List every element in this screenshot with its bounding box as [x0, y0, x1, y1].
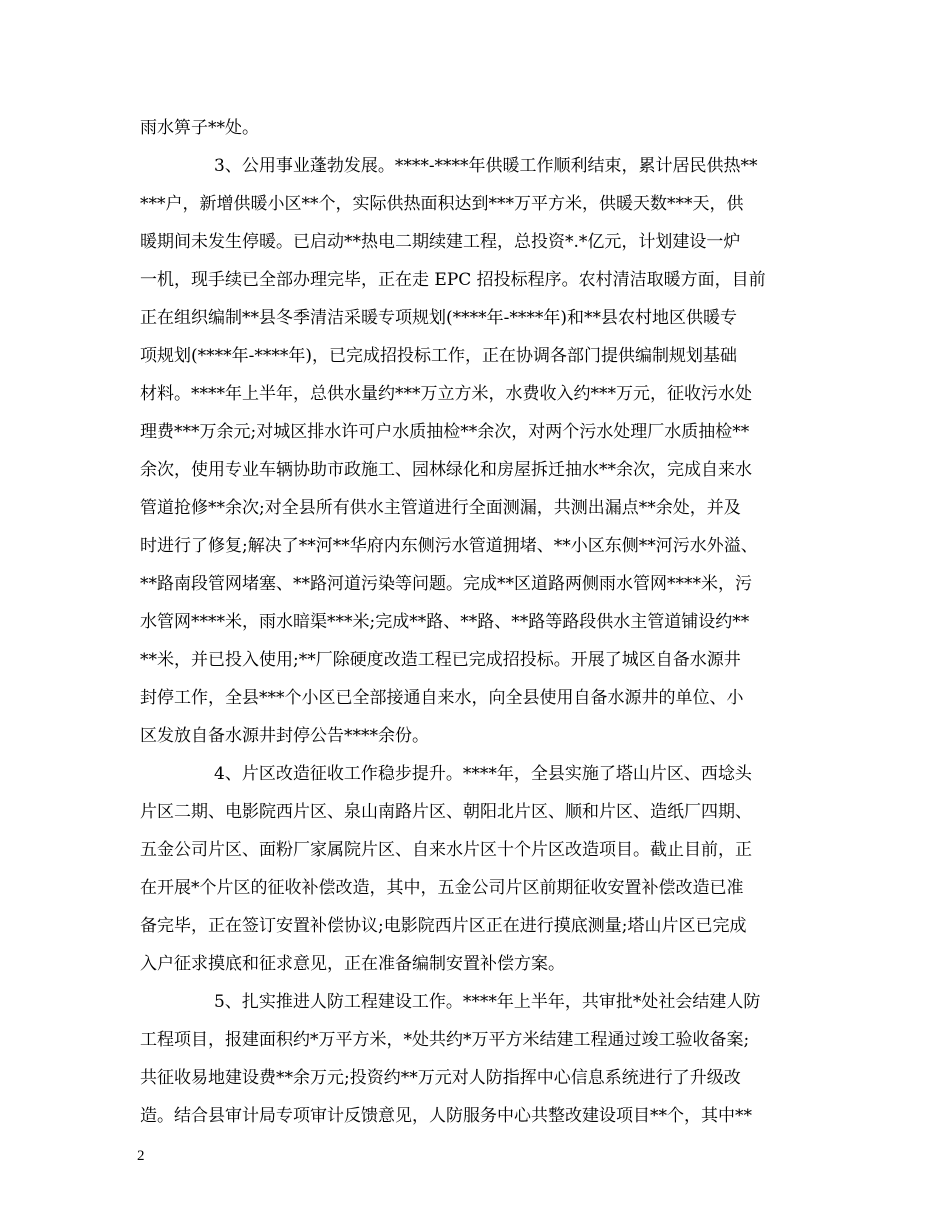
- text-line: 时进行了修复;解决了**河**华府内东侧污水管道拥堵、**小区东侧**河污水外溢、: [140, 536, 758, 556]
- text-line: 备完毕，正在签订安置补偿协议;电影院西片区正在进行摸底测量;塔山片区已完成: [140, 916, 747, 936]
- text-line: ***户，新增供暖小区**个，实际供热面积达到***万平方米，供暖天数***天，供: [140, 194, 744, 214]
- text-line: 余次，使用专业车辆协助市政施工、园林绿化和房屋拆迁抽水**余次，完成自来水: [140, 460, 752, 480]
- text-line: 水管网****米，雨水暗渠***米;完成**路、**路、**路等路段供水主管道铺设约**: [140, 612, 750, 632]
- text-line: 五金公司片区、面粉厂家属院片区、自来水片区十个片区改造项目。截止目前，正: [140, 840, 752, 860]
- text-line: 理费***万余元;对城区排水许可户水质抽检**余次，对两个污水处理厂水质抽检**: [140, 422, 750, 442]
- text-line: 造。结合县审计局专项审计反馈意见，人防服务中心共整改建设项目**个，其中**: [140, 1106, 752, 1126]
- paragraph-heading-line: 4、片区改造征收工作稳步提升。****年，全县实施了塔山片区、西埝头: [214, 764, 752, 784]
- text-line: 项规划(****年-****年)，已完成招投标工作，正在协调各部门提供编制规划基础: [140, 346, 738, 366]
- text-line: **米，并已投入使用;**厂除硬度改造工程已完成招投标。开展了城区自备水源井: [140, 650, 741, 670]
- text-line: 暖期间未发生停暖。已启动**热电二期续建工程，总投资*.*亿元，计划建设一炉: [140, 232, 741, 252]
- text-line: 雨水箅子**处。: [140, 118, 259, 138]
- text-line: 区发放自备水源井封停公告****余份。: [140, 726, 429, 746]
- text-line: 在开展*个片区的征收补偿改造，其中，五金公司片区前期征收安置补偿改造已准: [140, 878, 744, 898]
- text-line: 正在组织编制**县冬季清洁采暖专项规划(****年-****年)和**县农村地区供暖专: [140, 308, 738, 328]
- text-line: 入户征求摸底和征求意见，正在准备编制安置补偿方案。: [140, 954, 565, 974]
- text-line: 材料。****年上半年，总供水量约***万立方米，水费收入约***万元，征收污水处: [140, 384, 752, 404]
- text-line: 片区二期、电影院西片区、泉山南路片区、朝阳北片区、顺和片区、造纸厂四期、: [140, 802, 752, 822]
- text-line: 共征收易地建设费**余万元;投资约**万元对人防指挥中心信息系统进行了升级改: [140, 1068, 741, 1088]
- text-line: **路南段管网堵塞、**路河道污染等问题。完成**区道路两侧雨水管网****米，污: [140, 574, 752, 594]
- paragraph-heading-line: 5、扎实推进人防工程建设工作。****年上半年，共审批*处社会结建人防: [214, 992, 761, 1012]
- text-line: 封停工作，全县***个小区已全部接通自来水，向全县使用自备水源井的单位、小: [140, 688, 744, 708]
- paragraph-heading-line: 3、公用事业蓬勃发展。****-****年供暖工作顺利结束，累计居民供热**: [214, 156, 758, 176]
- text-line: 管道抢修**余次;对全县所有供水主管道进行全面测漏，共测出漏点**余处，并及: [140, 498, 741, 518]
- text-line: 一机，现手续已全部办理完毕，正在走 EPC 招投标程序。农村清洁取暖方面，目前: [140, 270, 766, 290]
- page-number: 2: [137, 1148, 145, 1164]
- text-line: 工程项目，报建面积约*万平方米，*处共约*万平方米结建工程通过竣工验收备案;: [140, 1030, 750, 1050]
